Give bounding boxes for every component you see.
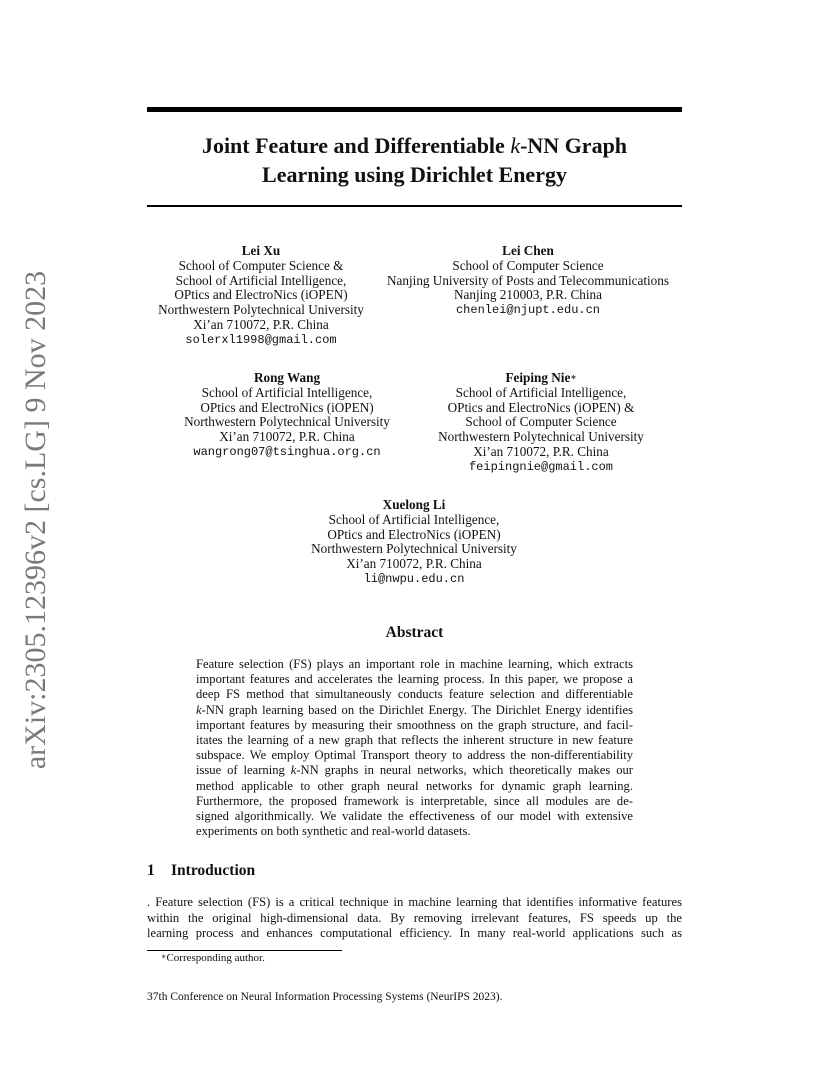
author-affiliation-line: Xi’an 710072, P.R. China (346, 556, 482, 572)
title-top-rule (147, 107, 682, 112)
author-affiliation-line: Xi’an 710072, P.R. China (473, 443, 609, 459)
intro-line: within the original high-dimensional data. By removing irrelevant features, FS speeds up the (147, 910, 682, 925)
author-affiliation-line: Northwestern Polytechnical University (184, 414, 390, 430)
author-affiliation-line: OPtics and ElectroNics (iOPEN) (200, 399, 374, 415)
author-block-xuelong-li (303, 498, 525, 587)
abstract-line: important features and accelerates the learning process. In this paper, we propose a (196, 672, 633, 687)
section-heading-introduction (147, 862, 255, 880)
author-affiliation-line: School of Artificial Intelligence, (175, 272, 347, 288)
intro-line: . Feature selection (FS) is a critical technique in machine learning that identifies informative features (147, 895, 682, 909)
author-name: Lei Chen (502, 243, 554, 258)
author-affiliation-line: Nanjing 210003, P.R. China (454, 287, 602, 303)
author-email: feipingnie@gmail.com (468, 459, 614, 474)
footnote-rule (147, 950, 342, 951)
author-name: Rong Wang (253, 370, 321, 385)
author-affiliation-line: OPtics and ElectroNics (iOPEN) & (447, 399, 635, 415)
author-block-lei-chen (384, 244, 672, 318)
author-affiliation-line: School of Artificial Intelligence, (455, 384, 627, 400)
section-title: Introduction (171, 862, 256, 879)
author-affiliation-line: School of Artificial Intelligence, (201, 384, 373, 400)
author-block-feiping-nie (430, 371, 652, 475)
author-email: li@nwpu.edu.cn (363, 571, 465, 586)
author-affiliation-line: School of Computer Science (465, 414, 617, 430)
title-bottom-rule (147, 205, 682, 207)
title-line-1-pre: Joint Feature and Differentiable (201, 133, 511, 158)
abstract-body (196, 657, 633, 839)
author-name-text: Feiping Nie (505, 370, 571, 385)
intro-line: learning process and enhances computational efficiency. In many real-world applications such as (147, 926, 682, 940)
abstract-line: itates the learning of a new graph that reflects the inherent structure in new feature (196, 733, 633, 748)
author-affiliation-line: Northwestern Polytechnical University (311, 541, 517, 557)
author-email: chenlei@njupt.edu.cn (455, 303, 601, 318)
footnote-text: Corresponding author. (166, 952, 265, 964)
introduction-body (147, 895, 682, 942)
author-email: wangrong07@tsinghua.org.cn (193, 444, 381, 459)
paper-title (147, 131, 682, 189)
footnote-mark: ∗ (161, 952, 167, 961)
author-affiliation-line: Xi’an 710072, P.R. China (193, 316, 329, 332)
author-affiliation-line: School of Computer Science & (178, 257, 344, 273)
abstract-line: Furthermore, the proposed framework is interpretable, since all modules are de- (196, 793, 633, 808)
section-number: 1 (147, 862, 155, 879)
abstract-line: issue of learning k-NN graphs in neural networks, which theoretically makes our (196, 763, 633, 778)
author-block-rong-wang (176, 371, 398, 460)
corresponding-author-mark: ∗ (570, 372, 577, 382)
author-affiliation-line: School of Computer Science (452, 257, 604, 273)
author-affiliation-line: Nanjing University of Posts and Telecommunications (387, 272, 669, 288)
author-affiliation-line: OPtics and ElectroNics (iOPEN) (174, 287, 348, 303)
abstract-line: Feature selection (FS) plays an important role in machine learning, which extracts (196, 657, 633, 671)
author-affiliation-line: Northwestern Polytechnical University (158, 302, 364, 318)
author-email: solerxl1998@gmail.com (185, 332, 337, 347)
abstract-line: deep FS method that simultaneously conducts feature selection and differentiable (196, 687, 633, 702)
venue-line: 37th Conference on Neural Information Processing Systems (NeurIPS 2023). (147, 991, 503, 1003)
author-affiliation-line: OPtics and ElectroNics (iOPEN) (327, 526, 501, 542)
author-name (430, 371, 652, 386)
author-block-lei-xu (150, 244, 372, 348)
arxiv-identifier: arXiv:2305.12396v2 [cs.LG] 9 Nov 2023 (19, 270, 52, 770)
author-name: Xuelong Li (382, 497, 446, 512)
abstract-line: signed algorithmically. We validate the effectiveness of our model with extensive (196, 809, 633, 824)
abstract-line: method applicable to other graph neural networks for dynamic graph learning. (196, 778, 633, 793)
abstract-line: important features by measuring their smoothness on the graph structure, and facil- (196, 717, 633, 732)
title-line-2: Learning using Dirichlet Energy (262, 162, 567, 187)
title-line-1 (147, 131, 682, 160)
abstract-line: experiments on both synthetic and real-world datasets. (196, 824, 471, 839)
abstract-line: k-NN graph learning based on the Dirichlet Energy. The Dirichlet Energy identifies (196, 702, 633, 717)
author-name: Lei Xu (241, 243, 281, 258)
author-affiliation-line: Northwestern Polytechnical University (438, 429, 644, 445)
abstract-heading: Abstract (385, 624, 444, 641)
author-affiliation-line: Xi’an 710072, P.R. China (219, 429, 355, 445)
abstract-line: subspace. We employ Optimal Transport theory to address the non-differentiability (196, 748, 633, 763)
title-line-1-post: -NN Graph (520, 133, 628, 158)
title-variable-k: k (510, 133, 521, 158)
footnote (161, 952, 265, 964)
author-affiliation-line: School of Artificial Intelligence, (328, 511, 500, 527)
